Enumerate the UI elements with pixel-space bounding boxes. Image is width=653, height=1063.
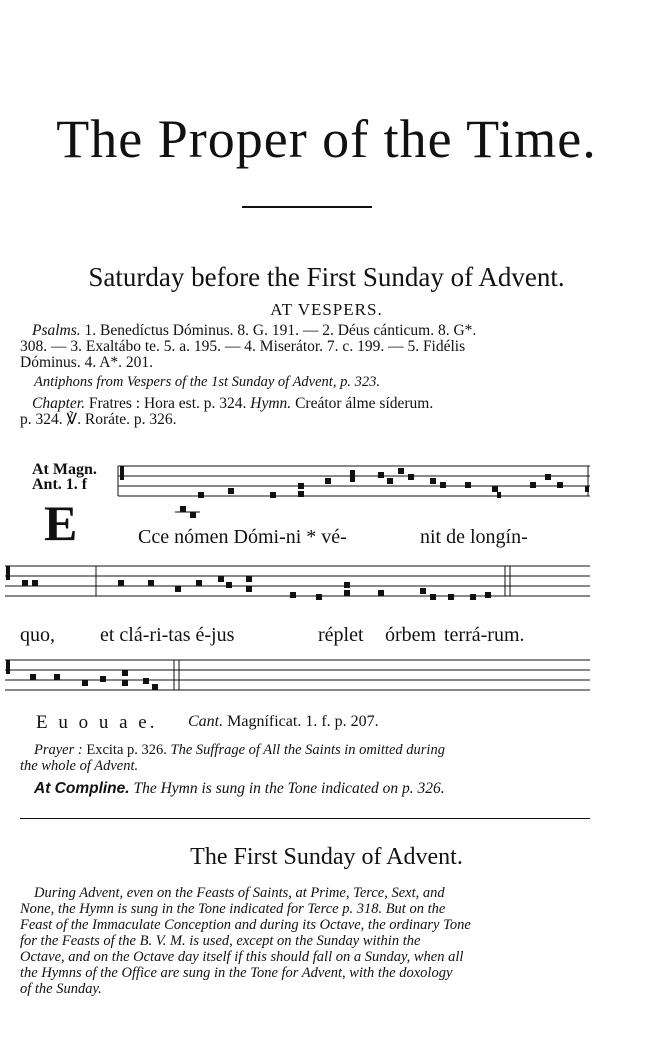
psalms-text-2: 308. — 3. Exaltábo te. 5. a. 195. — 4. Miserátor. 7. c. 199. — 5. Fidélis bbox=[20, 338, 466, 355]
psalms-label: Psalms. bbox=[32, 322, 81, 339]
psalms-text-3: Dóminus. 4. A*. 201. bbox=[20, 354, 154, 371]
advent-line-6: the Hymns of the Office are sung in the Tone for Advent, with the doxology bbox=[20, 965, 453, 981]
euouae: E u o u a e. bbox=[36, 712, 158, 733]
section-divider bbox=[20, 818, 590, 819]
lyrics-line2-b: et clá-ri-tas é-jus bbox=[100, 624, 235, 646]
chapter-paragraph bbox=[20, 396, 588, 428]
suffrage-text-2: the whole of Advent. bbox=[20, 758, 139, 774]
hymn-label: Hymn. bbox=[250, 395, 292, 412]
suffrage-text: The Suffrage of All the Saints in omitted during bbox=[170, 742, 445, 758]
prayer-paragraph bbox=[20, 742, 588, 774]
title-divider bbox=[242, 206, 372, 208]
advent-line-2: None, the Hymn is sung in the Tone indicated for Terce p. 318. But on the bbox=[20, 901, 446, 917]
staff-2 bbox=[0, 556, 653, 616]
advent-line-7: of the Sunday. bbox=[20, 981, 102, 997]
advent-line-5: Octave, and on the Octave day itself if this should fall on a Sunday, when all bbox=[20, 949, 464, 965]
compline-label: At Compline. bbox=[34, 780, 130, 797]
psalms-text-1: 1. Benedíctus Dóminus. 8. G. 191. — 2. Déus cánticum. 8. G*. bbox=[84, 322, 477, 339]
staff-3 bbox=[0, 650, 653, 700]
lyrics-line2-e: terrá-rum. bbox=[444, 624, 525, 646]
subheading-vespers: AT VESPERS. bbox=[270, 300, 383, 319]
compline-text: The Hymn is sung in the Tone indicated on p. 326. bbox=[133, 780, 445, 797]
prayer-label: Prayer : bbox=[34, 742, 83, 758]
chapter-label: Chapter. bbox=[32, 395, 85, 412]
hymn-text: Creátor álme síderum. bbox=[295, 395, 434, 412]
antiphon-label-line2: Ant. 1. f bbox=[32, 476, 88, 493]
versicle-text: p. 324. ℣. Roráte. p. 326. bbox=[20, 411, 177, 428]
lyrics-line2-c: réplet bbox=[318, 624, 364, 646]
cant-text: Magníficat. 1. f. p. 207. bbox=[227, 713, 379, 730]
lyrics-line2-a: quo, bbox=[20, 624, 55, 646]
psalms-paragraph bbox=[20, 323, 588, 371]
section-heading-saturday: Saturday before the First Sunday of Advent. bbox=[88, 262, 565, 292]
cant-label: Cant. bbox=[188, 713, 224, 730]
lyrics-line2-d: órbem bbox=[385, 624, 437, 646]
chapter-text: Fratres : Hora est. p. 324. bbox=[88, 395, 247, 412]
advent-line-1: During Advent, even on the Feasts of Saints, at Prime, Terce, Sext, and bbox=[34, 885, 445, 901]
advent-line-4: for the Feasts of the B. V. M. is used, except on the Sunday within the bbox=[20, 933, 421, 949]
compline-paragraph bbox=[20, 781, 588, 797]
lyrics-line1-b: nit de longín- bbox=[420, 526, 528, 548]
advent-line-3: Feast of the Immaculate Conception and during its Octave, the ordinary Tone bbox=[20, 917, 471, 933]
page-title: The Proper of the Time. bbox=[56, 109, 597, 169]
lyrics-line1-a: Cce nómen Dómi-ni * vé- bbox=[138, 526, 347, 548]
antiphons-note: Antiphons from Vespers of the 1st Sunday of Advent, p. 323. bbox=[34, 374, 380, 390]
cant-line bbox=[188, 713, 379, 731]
initial-letter: E bbox=[44, 495, 78, 551]
section-heading-first-sunday: The First Sunday of Advent. bbox=[190, 844, 463, 870]
advent-paragraph bbox=[20, 885, 588, 997]
prayer-text: Excita p. 326. bbox=[86, 742, 167, 758]
staff-1-ledger bbox=[0, 500, 653, 520]
antiphon-label-line1: At Magn. bbox=[32, 461, 97, 478]
